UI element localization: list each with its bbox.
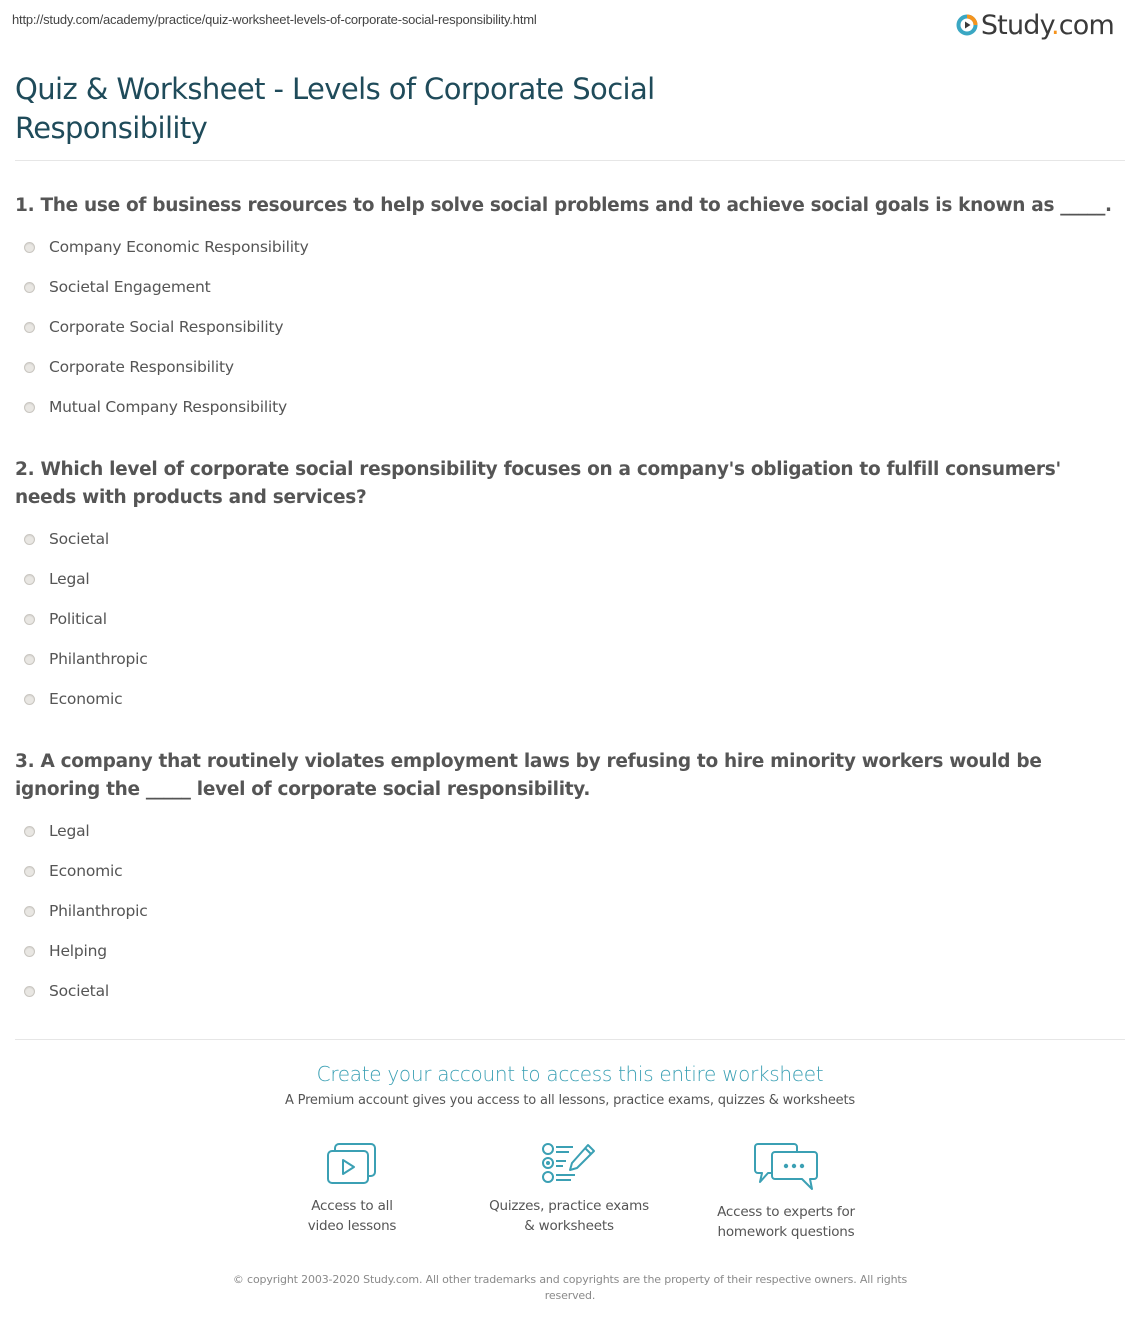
create-account-link[interactable]: Create your account to access this entire worksheet [316,1062,824,1086]
video-lessons-icon [252,1142,452,1186]
answer-option[interactable] [22,679,148,719]
answer-option[interactable] [22,639,148,679]
answer-option[interactable] [22,851,148,891]
radio-button[interactable] [24,322,35,333]
feature-label: Quizzes, practice exams & worksheets [489,1198,649,1234]
option-label: Mutual Company Responsibility [49,398,287,416]
option-label: Economic [49,862,123,880]
radio-button[interactable] [24,362,35,373]
quiz-checklist-icon [469,1142,669,1186]
option-label: Societal [49,982,109,1000]
question-1-options [22,227,309,427]
radio-button[interactable] [24,866,35,877]
feature-video-lessons [252,1142,452,1236]
radio-button[interactable] [24,574,35,585]
answer-option[interactable] [22,227,309,267]
radio-button[interactable] [24,986,35,997]
header-divider [15,160,1125,161]
answer-option[interactable] [22,931,148,971]
radio-button[interactable] [24,282,35,293]
option-label: Corporate Social Responsibility [49,318,284,336]
feature-label: Access to experts for homework questions [717,1204,855,1240]
radio-button[interactable] [24,694,35,705]
option-label: Corporate Responsibility [49,358,234,376]
radio-button[interactable] [24,826,35,837]
chat-bubbles-icon [686,1142,886,1192]
option-label: Political [49,610,107,628]
answer-option[interactable] [22,347,309,387]
option-label: Economic [49,690,123,708]
feature-quizzes [469,1142,669,1236]
option-label: Legal [49,570,90,588]
option-label: Company Economic Responsibility [49,238,309,256]
logo-wordmark: Study.com [980,9,1114,41]
page-url: http://study.com/academy/practice/quiz-worksheet-levels-of-corporate-social-responsibility.html [12,12,537,27]
answer-option[interactable] [22,307,309,347]
answer-option[interactable] [22,387,309,427]
radio-button[interactable] [24,402,35,413]
cta-divider [15,1039,1125,1040]
answer-option[interactable] [22,267,309,307]
play-circle-icon [956,14,978,36]
option-label: Philanthropic [49,650,148,668]
question-2-text: 2. Which level of corporate social responsibility focuses on a company's obligation to fulfill consumers' needs with products and services? [15,459,1061,508]
study-logo[interactable] [956,8,1114,42]
answer-option[interactable] [22,519,148,559]
radio-button[interactable] [24,242,35,253]
feature-experts [686,1142,886,1242]
question-2-options [22,519,148,719]
option-label: Legal [49,822,90,840]
option-label: Societal [49,530,109,548]
radio-button[interactable] [24,946,35,957]
radio-button[interactable] [24,654,35,665]
question-3-text: 3. A company that routinely violates employment laws by refusing to hire minority workers would be ignoring the _____ level of corporate social responsibility. [15,751,1042,800]
answer-option[interactable] [22,559,148,599]
option-label: Helping [49,942,107,960]
option-label: Philanthropic [49,902,148,920]
page-title: Quiz & Worksheet - Levels of Corporate Social Responsibility [15,72,655,145]
radio-button[interactable] [24,614,35,625]
answer-option[interactable] [22,891,148,931]
question-1-text: 1. The use of business resources to help solve social problems and to achieve social goals is known as _____. [15,195,1112,216]
answer-option[interactable] [22,971,148,1011]
radio-button[interactable] [24,534,35,545]
answer-option[interactable] [22,599,148,639]
question-3-options [22,811,148,1011]
radio-button[interactable] [24,906,35,917]
cta-subtitle: A Premium account gives you access to all lessons, practice exams, quizzes & worksheets [285,1093,855,1108]
copyright-notice: © copyright 2003-2020 Study.com. All other trademarks and copyrights are the property of their respective owners. All rights reserved. [232,1273,908,1302]
answer-option[interactable] [22,811,148,851]
option-label: Societal Engagement [49,278,211,296]
feature-label: Access to all video lessons [307,1198,397,1234]
